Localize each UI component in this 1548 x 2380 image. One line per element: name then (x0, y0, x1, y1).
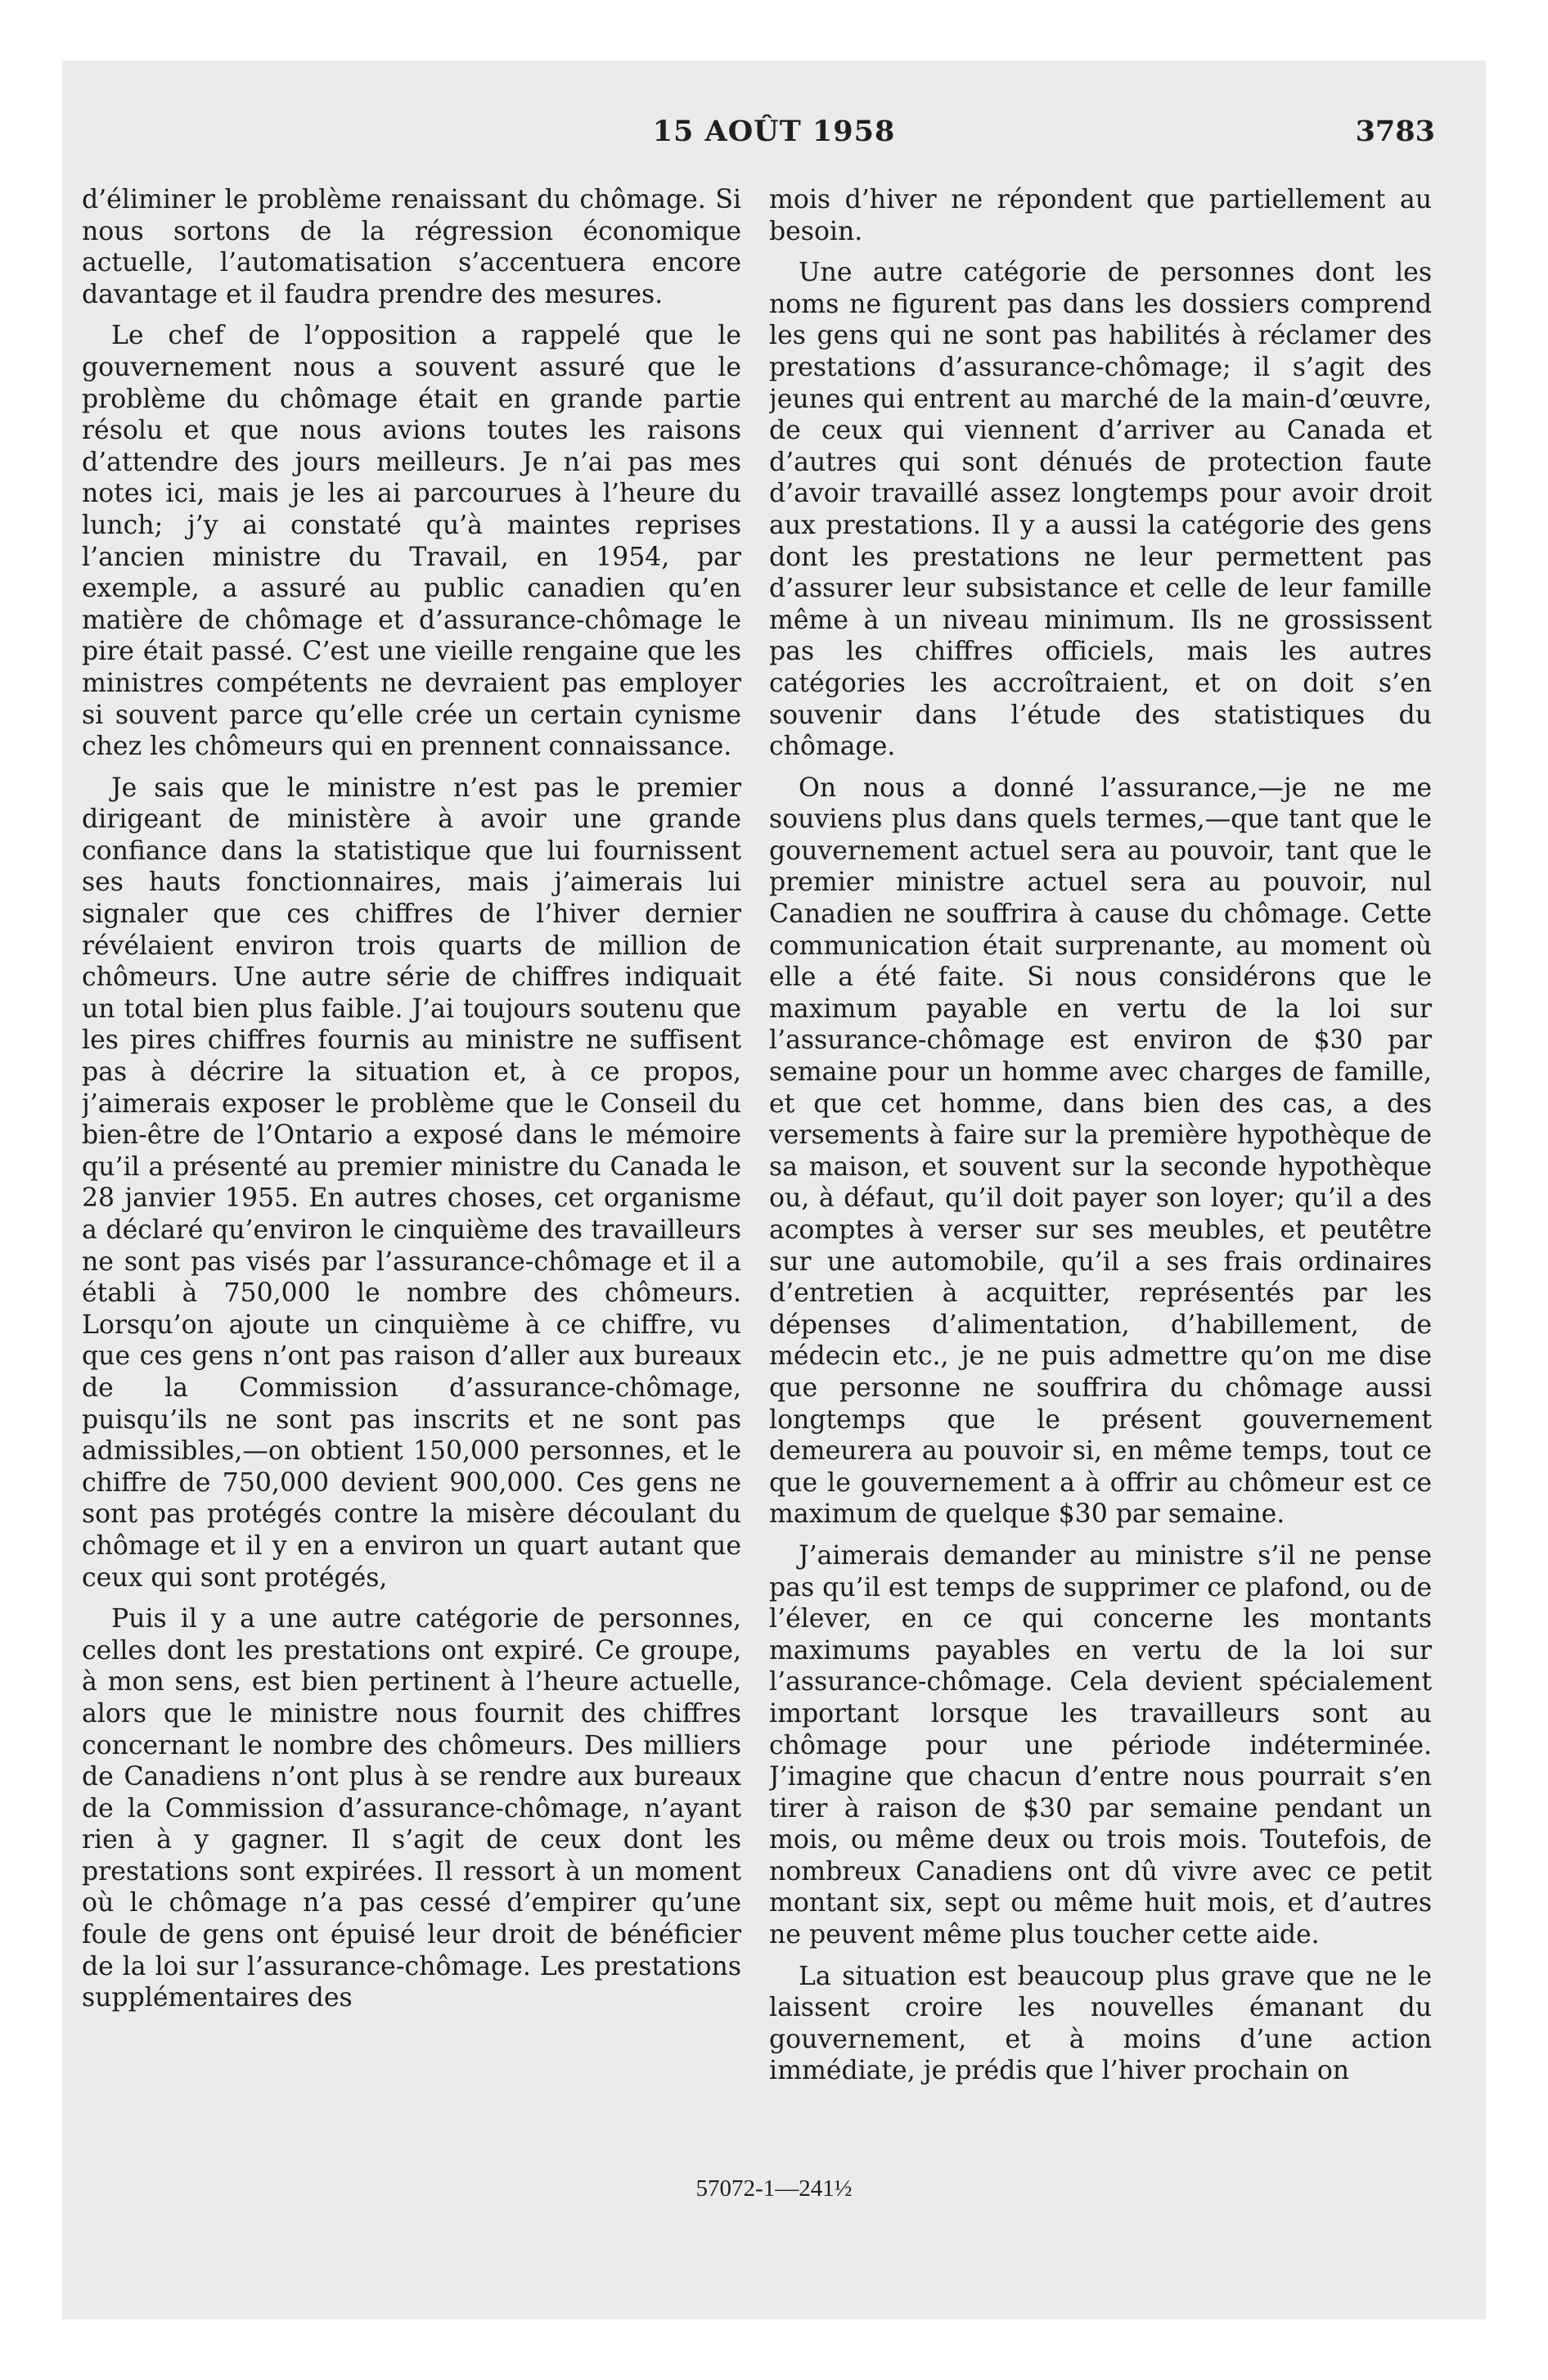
paragraph: On nous a donné l’assurance,—je ne me souviens plus dans quels termes,—que tant que le gouvernement actuel sera au pouvoir, tant que le premier ministre actuel sera au pouvoir, nul Canadien ne souffrira à cause du chômage. Cette communication était surprenante, au moment où elle a été faite. Si nous considérons que le maximum payable en vertu de la loi sur l’assurance-chômage est environ de $30 par semaine pour un homme avec charges de famille, et que cet homme, dans bien des cas, a des versements à faire sur la première hypothèque de sa maison, et souvent sur la seconde hypothèque ou, à défaut, qu’il doit payer son loyer; qu’il a des acomptes à verser sur ses meubles, et peutêtre sur une automobile, qu’il a ses frais ordinaires d’entretien à acquitter, représentés par les dépenses d’alimentation, d’habillement, de médecin etc., je ne puis admettre qu’on me dise que personne ne souffrira du chômage aussi longtemps que le présent gouvernement demeurera au pouvoir si, en même temps, tout ce que le gouvernement a à offrir au chômeur est ce maximum de quelque $30 par semaine. (769, 773, 1432, 1530)
left-column (82, 184, 741, 2140)
paragraph: Une autre catégorie de personnes dont les noms ne figurent pas dans les dossiers comprend les gens qui ne sont pas habilités à réclamer des prestations d’assurance-chômage; il s’agit des jeunes qui entrent au marché de la main-d’œuvre, de ceux qui viennent d’arriver au Canada et d’autres qui sont dénués de protection faute d’avoir travaillé assez longtemps pour avoir droit aux prestations. Il y a aussi la catégorie des gens dont les prestations ne leur permettent pas d’assurer leur subsistance et celle de leur famille même à un niveau minimum. Ils ne grossissent pas les chiffres officiels, mais les autres catégories les accroîtraient, et on doit s’en souvenir dans l’étude des statistiques du chômage. (769, 258, 1432, 762)
paragraph: d’éliminer le problème renaissant du chômage. Si nous sortons de la régression économique actuelle, l’automatisation s’accentuera encore davantage et il faudra prendre des mesures. (82, 185, 741, 309)
printer-signature: 57072-1—241½ (695, 2175, 853, 2202)
paragraph: Je sais que le ministre n’est pas le premier dirigeant de ministère à avoir une grande confiance dans la statistique que lui fournissent ses hauts fonctionnaires, mais j’aimerais lui signaler que ces chiffres de l’hiver dernier révélaient environ trois quarts de million de chômeurs. Une autre série de chiffres indiquait un total bien plus faible. J’ai toujours soutenu que les pires chiffres fournis au ministre ne suffisent pas à décrire la situation et, à ce propos, j’aimerais exposer le problème que le Conseil du bien-être de l’Ontario a exposé dans le mémoire qu’il a présenté au premier ministre du Canada le 28 janvier 1955. En autres choses, cet organisme a déclaré qu’environ le cinquième des travailleurs ne sont pas visés par l’assurance-chômage et il a établi à 750,000 le nombre des chômeurs. Lorsqu’on ajoute un cinquième à ce chiffre, vu que ces gens n’ont pas raison d’aller aux bureaux de la Commission d’assurance-chômage, puisqu’ils ne sont pas inscrits et ne sont pas admissibles,—on obtient 150,000 personnes, et le chiffre de 750,000 devient 900,000. Ces gens ne sont pas protégés contre la misère découlant du chômage et il y en a environ un quart autant que ceux qui sont protégés, (82, 773, 741, 1593)
paragraph: J’aimerais demander au ministre s’il ne pense pas qu’il est temps de supprimer ce plafond, ou de l’élever, en ce qui concerne les montants maximums payables en vertu de la loi sur l’assurance-chômage. Cela devient spécialement important lorsque les travailleurs sont au chômage pour une période indéterminée. J’imagine que chacun d’entre nous pourrait s’en tirer à raison de $30 par semaine pendant un mois, ou même deux ou trois mois. Toutefois, de nombreux Canadiens ont dû vivre avec ce petit montant six, sept ou même huit mois, et d’autres ne peuvent même plus toucher cette aide. (769, 1540, 1432, 1950)
paragraph: mois d’hiver ne répondent que partiellement au besoin. (769, 185, 1432, 246)
header-date: 15 AOÛT 1958 (652, 115, 896, 148)
page-number: 3783 (1355, 115, 1435, 148)
paragraph: Le chef de l’opposition a rappelé que le gouvernement nous a souvent assuré que le problème du chômage était en grande partie résolu et que nous avions toutes les raisons d’attendre des jours meilleurs. Je n’ai pas mes notes ici, mais je les ai parcourues à l’heure du lunch; j’y ai constaté qu’à maintes reprises l’ancien ministre du Travail, en 1954, par exemple, a assuré au public canadien qu’en matière de chômage et d’assurance-chômage le pire était passé. C’est une vieille rengaine que les ministres compétents ne devraient pas employer si souvent parce qu’elle crée un certain cynisme chez les chômeurs qui en prennent connaissance. (82, 321, 741, 762)
paragraph: La situation est beaucoup plus grave que ne le laissent croire les nouvelles émanant du gouvernement, et à moins d’une action immédiate, je prédis que l’hiver prochain on (769, 1961, 1432, 2086)
paragraph: Puis il y a une autre catégorie de personnes, celles dont les prestations ont expiré. Ce groupe, à mon sens, est bien pertinent à l’heure actuelle, alors que le ministre nous fournit des chiffres concernant le nombre des chômeurs. Des milliers de Canadiens n’ont plus à se rendre aux bureaux de la Commission d’assurance-chômage, n’ayant rien à y gagner. Il s’agit de ceux dont les prestations sont expirées. Il ressort à un moment où le chômage n’a pas cessé d’empirer qu’une foule de gens ont épuisé leur droit de bénéficier de la loi sur l’assurance-chômage. Les prestations supplémentaires des (82, 1604, 741, 2013)
page-header (62, 115, 1486, 164)
right-column (769, 184, 1432, 2140)
